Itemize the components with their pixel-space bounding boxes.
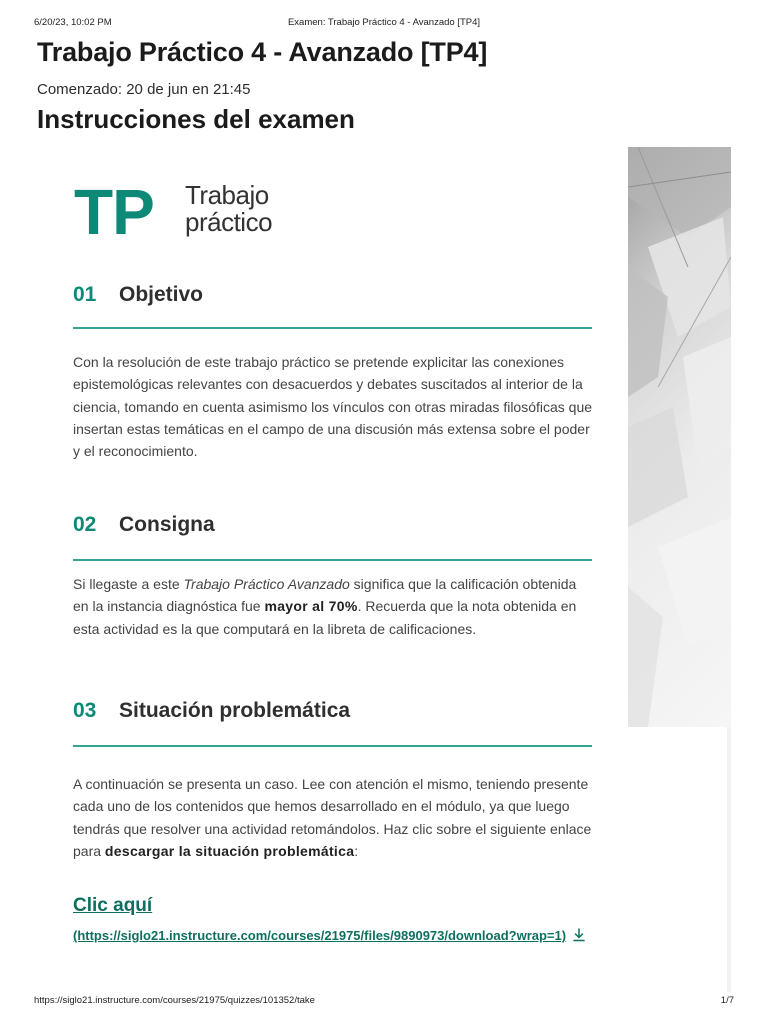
decorative-side-image	[628, 147, 731, 727]
section-heading-objetivo	[73, 283, 593, 313]
section-divider	[73, 559, 592, 561]
consigna-text-part: significa que la calificación obtenida en la instancia diagnóstica fue	[73, 576, 577, 615]
tp-logo-line2: práctico	[185, 207, 273, 237]
print-doc-title: Examen: Trabajo Práctico 4 - Avanzado [TP4]	[287, 17, 481, 28]
situacion-text-part: :	[354, 842, 359, 859]
situacion-text	[73, 773, 593, 862]
consigna-text-part: Si llegaste a este	[73, 576, 184, 592]
section-heading-consigna	[73, 513, 593, 543]
section-title: Consigna	[119, 513, 215, 536]
situacion-text-part: A continuación se presenta un caso. Lee con atención el mismo, teniendo presente cada uno de los contenidos que hemos desarrollado en el módulo, ya que luego tendrás que resolver una actividad retomándolos. Haz clic sobre el siguiente enlace para	[73, 776, 592, 859]
section-title: Situación problemática	[119, 699, 351, 722]
print-header	[34, 17, 734, 31]
print-datetime: 6/20/23, 10:02 PM	[34, 17, 112, 28]
situacion-bold: descargar la situación problemática	[104, 842, 355, 859]
scrollbar-track[interactable]	[727, 727, 731, 992]
instructions-heading: Instrucciones del examen	[37, 104, 355, 134]
consigna-text	[73, 573, 593, 640]
tp-logo-text	[185, 182, 272, 236]
print-footer	[34, 995, 734, 1009]
section-title: Objetivo	[119, 283, 204, 306]
tp-logo-line1: Trabajo	[185, 180, 269, 210]
section-heading-situacion	[73, 699, 593, 729]
print-url: https://siglo21.instructure.com/courses/21975/quizzes/101352/take	[34, 995, 315, 1006]
download-icon[interactable]	[572, 928, 586, 942]
section-number: 02	[73, 513, 97, 536]
tp-logo-mark: TP	[74, 176, 154, 248]
section-divider	[73, 327, 592, 329]
section-number: 01	[73, 283, 97, 306]
quiz-started-time: Comenzado: 20 de jun en 21:45	[37, 81, 251, 98]
section-number: 03	[73, 699, 97, 722]
download-url-text[interactable]: (https://siglo21.instructure.com/courses/21975/files/9890973/download?wrap=1)	[73, 928, 567, 943]
consigna-text-part: . Recuerda que la nota obtenida en esta actividad es la que computará en la libreta de calificaciones.	[73, 598, 577, 637]
quiz-title: Trabajo Práctico 4 - Avanzado [TP4]	[37, 37, 488, 67]
objetivo-text: Con la resolución de este trabajo práctico se pretende explicitar las conexiones epistemológicas relevantes con desacuerdos y debates suscitados al interior de la ciencia, tomando en cuenta asimismo los vínculos con otras miradas filosóficas que insertan estas temáticas en el campo de una discusión más extensa sobre el poder y el reconocimiento.	[73, 354, 593, 460]
print-page-number: 1/7	[720, 995, 734, 1006]
section-divider	[73, 745, 592, 747]
download-link-clic-aqui[interactable]: Clic aquí	[73, 895, 153, 916]
tp-logo	[74, 175, 334, 250]
consigna-bold: mayor al 70%	[264, 598, 358, 615]
consigna-italic: Trabajo Práctico Avanzado	[183, 576, 350, 592]
download-url-link[interactable]	[73, 925, 593, 947]
